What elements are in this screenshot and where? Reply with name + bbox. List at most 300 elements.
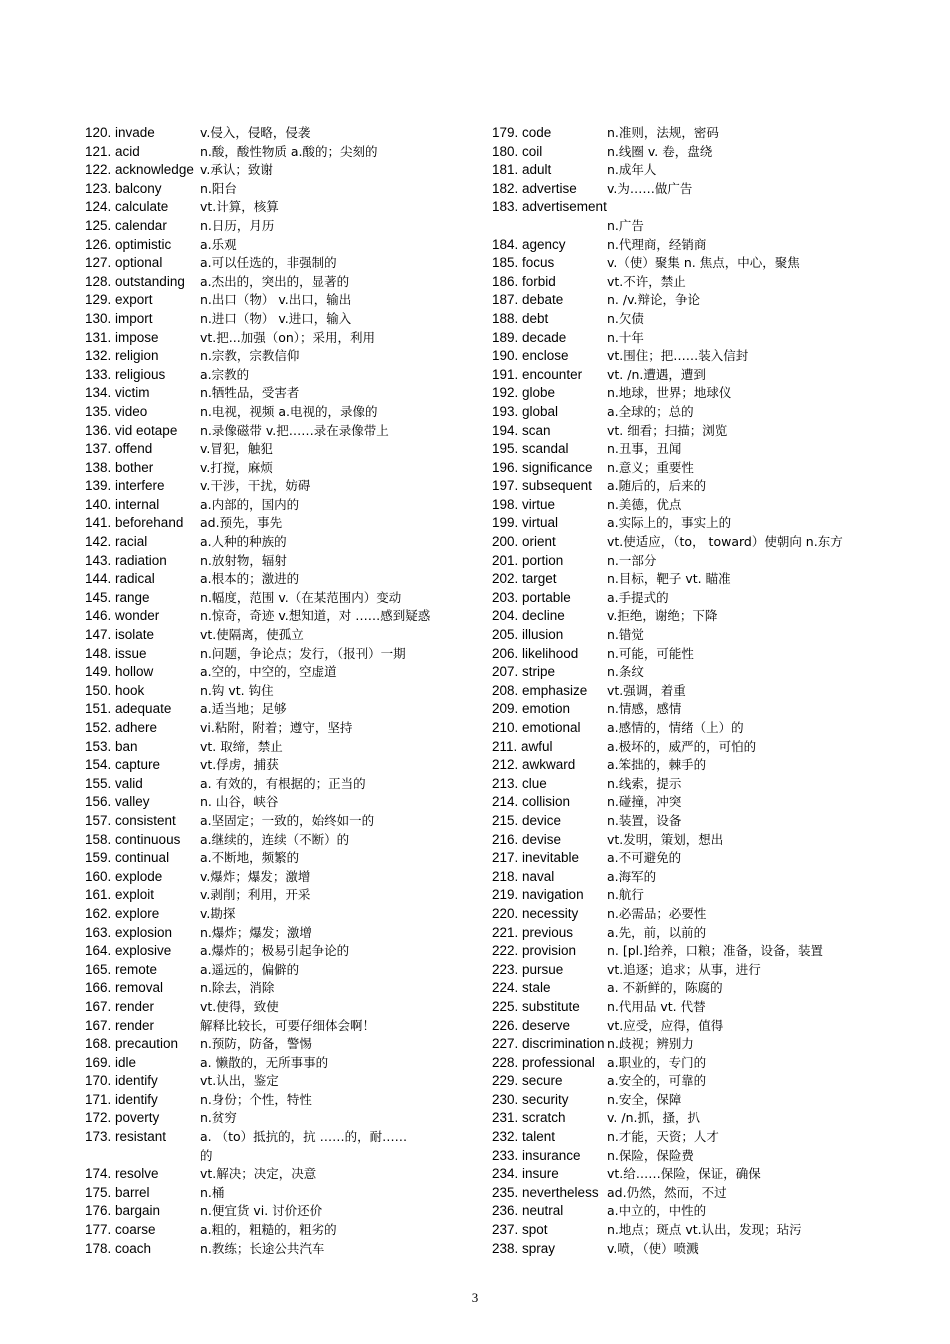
vocabulary-entry	[85, 775, 470, 794]
entry-definition: n.幅度，范围 v.（在某范围内）变动	[200, 589, 402, 605]
vocabulary-entry	[85, 384, 470, 403]
entry-word: 210. emotional	[492, 720, 581, 735]
vocabulary-entry	[85, 626, 470, 645]
vocabulary-entry	[85, 198, 470, 217]
vocabulary-entry	[85, 514, 470, 533]
vocabulary-entry	[85, 1165, 470, 1184]
vocabulary-entry	[492, 700, 872, 719]
vocabulary-entry	[85, 1017, 470, 1036]
entry-word	[492, 217, 607, 236]
entry-word: 189. decade	[492, 329, 567, 345]
entry-word: 224. stale	[492, 980, 551, 996]
vocabulary-entry	[85, 942, 470, 961]
entry-definition	[607, 198, 872, 217]
entry-definition: v.冒犯，触犯	[200, 441, 273, 457]
entry-definition: n.酸，酸性物质 a.酸的；尖刻的	[200, 143, 378, 159]
vocabulary-entry	[492, 1072, 872, 1091]
entry-word: 204. decline	[492, 608, 565, 624]
entry-word: 229. secure	[492, 1073, 563, 1089]
vocabulary-entry	[492, 998, 872, 1017]
entry-word	[85, 1147, 200, 1166]
vocabulary-entry	[492, 329, 872, 348]
entry-word: 220. necessity	[492, 905, 579, 921]
entry-word: 182. advertise	[492, 180, 577, 196]
entry-definition: vt. /n.遭遇，遭到	[607, 366, 706, 382]
vocabulary-entry	[85, 886, 470, 905]
entry-definition: a.人种的种族的	[200, 534, 287, 550]
vocabulary-entry	[492, 1017, 872, 1036]
entry-word: 195. scandal	[492, 441, 569, 457]
entry-definition: v.承认；致谢	[200, 162, 273, 178]
vocabulary-entry	[492, 645, 872, 664]
entry-definition: vt.追逐；追求；从事，进行	[607, 961, 761, 977]
entry-definition: n.代理商，经销商	[607, 236, 707, 252]
vocabulary-column-right	[492, 124, 872, 1258]
entry-word: 191. encounter	[492, 366, 583, 382]
vocabulary-entry	[85, 812, 470, 831]
vocabulary-entry	[85, 663, 470, 682]
vocabulary-entry	[492, 198, 872, 217]
vocabulary-entry	[492, 886, 872, 905]
entry-word: 137. offend	[85, 441, 153, 457]
vocabulary-entry	[85, 161, 470, 180]
entry-definition: n.便宜货 vi. 讨价还价	[200, 1203, 323, 1219]
vocabulary-entry	[85, 1240, 470, 1259]
entry-word: 120. invade	[85, 125, 155, 140]
entry-definition: n.航行	[607, 887, 644, 903]
entry-definition: n.问题，争论点；发行，（报刊）一期	[200, 645, 406, 661]
vocabulary-entry	[492, 682, 872, 701]
entry-definition: n.日历，月历	[200, 217, 275, 233]
entry-definition: n.歧视；辨别力	[607, 1036, 694, 1052]
entry-word: 134. victim	[85, 385, 150, 401]
entry-definition: n.阳台	[200, 180, 237, 196]
entry-word: 147. isolate	[85, 627, 155, 643]
entry-word: 230. security	[492, 1091, 569, 1107]
entry-word: 203. portable	[492, 589, 571, 605]
vocabulary-entry	[85, 589, 470, 608]
entry-word: 128. outstanding	[85, 273, 185, 289]
entry-word: 156. valley	[85, 794, 150, 810]
entry-definition: a. 懒散的，无所事事的	[200, 1054, 329, 1070]
vocabulary-entry	[492, 1109, 872, 1128]
vocabulary-entry	[492, 459, 872, 478]
entry-definition: n.广告	[607, 217, 644, 233]
vocabulary-entry	[85, 738, 470, 757]
vocabulary-entry	[85, 849, 470, 868]
vocabulary-entry	[492, 254, 872, 273]
vocabulary-entry	[85, 645, 470, 664]
entry-word: 121. acid	[85, 143, 140, 159]
vocabulary-entry	[492, 477, 872, 496]
entry-definition: v.干涉，干扰，妨碍	[200, 478, 311, 494]
vocabulary-entry	[85, 719, 470, 738]
entry-definition: vt.计算，核算	[200, 199, 279, 215]
entry-word: 221. previous	[492, 924, 574, 940]
vocabulary-entry	[492, 347, 872, 366]
entry-word: 122. acknowledge	[85, 162, 194, 178]
vocabulary-entry	[85, 924, 470, 943]
entry-word: 188. debt	[492, 310, 549, 326]
entry-definition: n. 山谷，峡谷	[200, 794, 279, 810]
entry-word: 163. explosion	[85, 924, 173, 940]
entry-definition: v.（使）聚集 n. 焦点，中心，聚焦	[607, 255, 800, 271]
entry-word: 160. explode	[85, 868, 163, 884]
vocabulary-entry	[85, 998, 470, 1017]
vocabulary-entry	[492, 663, 872, 682]
entry-word: 141. beforehand	[85, 515, 184, 531]
entry-word: 175. barrel	[85, 1184, 150, 1200]
entry-word: 143. radiation	[85, 552, 167, 568]
vocabulary-entry	[85, 1147, 470, 1166]
entry-definition: n.欠债	[607, 310, 644, 326]
vocabulary-entry	[85, 1054, 470, 1073]
entry-word: 178. coach	[85, 1240, 152, 1256]
vocabulary-entry	[85, 793, 470, 812]
vocabulary-entry	[492, 310, 872, 329]
entry-word: 236. neutral	[492, 1203, 564, 1219]
vocabulary-entry	[85, 1109, 470, 1128]
entry-word: 152. adhere	[85, 720, 158, 735]
entry-word: 209. emotion	[492, 701, 571, 717]
vocabulary-entry	[85, 403, 470, 422]
entry-word: 235. nevertheless	[492, 1184, 599, 1200]
entry-definition: n.错觉	[607, 627, 644, 643]
entry-definition: vt.认出，鉴定	[200, 1073, 279, 1089]
entry-word: 194. scan	[492, 422, 551, 438]
entry-word: 132. religion	[85, 348, 159, 364]
entry-word: 144. radical	[85, 571, 155, 587]
entry-word: 234. insure	[492, 1166, 559, 1182]
entry-word: 227. discrimination	[492, 1036, 605, 1052]
entry-definition: v.为……做广告	[607, 180, 693, 196]
entry-word: 129. export	[85, 292, 153, 308]
entry-definition: vt.应受，应得，值得	[607, 1017, 724, 1033]
entry-definition: n.惊奇，奇迹 v.想知道，对 ……感到疑惑	[200, 608, 431, 624]
entry-definition: 解释比较长，可要仔细体会啊！	[200, 1017, 376, 1033]
vocabulary-entry	[492, 738, 872, 757]
entry-definition: vt.围住；把……装入信封	[607, 348, 749, 364]
vocabulary-entry	[85, 756, 470, 775]
entry-definition: n.碰撞，冲突	[607, 794, 682, 810]
entry-word: 131. impose	[85, 329, 159, 345]
entry-definition: v.剥削；利用，开采	[200, 887, 311, 903]
entry-definition: n. [pl.]给养，口粮；准备，设备，装置	[607, 943, 824, 959]
entry-word: 157. consistent	[85, 812, 176, 828]
entry-word: 190. enclose	[492, 348, 569, 364]
vocabulary-entry	[492, 756, 872, 775]
vocabulary-entry	[85, 1091, 470, 1110]
vocabulary-entry	[85, 570, 470, 589]
entry-word: 166. removal	[85, 980, 164, 996]
entry-word: 146. wonder	[85, 608, 160, 624]
entry-definition: a.随后的，后来的	[607, 478, 707, 494]
entry-definition: v. /n.抓，搔，扒	[607, 1110, 700, 1126]
entry-definition: n.目标，靶子 vt. 瞄准	[607, 571, 731, 587]
entry-word: 135. video	[85, 403, 148, 419]
entry-definition: a.感情的，情绪（上）的	[607, 720, 744, 735]
entry-definition: a.空的，中空的，空虚道	[200, 664, 337, 680]
vocabulary-entry	[492, 384, 872, 403]
vocabulary-entry	[85, 607, 470, 626]
entry-definition: vt.俘虏，捕获	[200, 757, 279, 773]
entry-word: 199. virtual	[492, 515, 559, 531]
entry-word: 153. ban	[85, 738, 138, 754]
vocabulary-entry	[85, 868, 470, 887]
vocabulary-entry	[85, 440, 470, 459]
vocabulary-entry	[492, 1184, 872, 1203]
vocabulary-entry	[492, 719, 872, 738]
entry-definition: n.线索，提示	[607, 775, 682, 791]
entry-word: 211. awful	[492, 738, 553, 754]
entry-word: 222. provision	[492, 943, 577, 959]
entry-word: 213. clue	[492, 775, 547, 791]
entry-definition: a.海军的	[607, 868, 657, 884]
entry-word: 179. code	[492, 125, 552, 140]
entry-word: 173. resistant	[85, 1129, 167, 1145]
entry-word: 171. identify	[85, 1091, 158, 1107]
entry-word: 162. explore	[85, 905, 160, 921]
entry-definition: n.装置，设备	[607, 812, 682, 828]
entry-word: 150. hook	[85, 682, 145, 698]
vocabulary-entry	[492, 143, 872, 162]
entry-definition: vi.粘附，附着；遵守，坚持	[200, 720, 353, 735]
entry-word: 161. exploit	[85, 887, 155, 903]
entry-word: 138. bother	[85, 459, 154, 475]
vocabulary-entry	[492, 570, 872, 589]
entry-word: 215. device	[492, 812, 562, 828]
vocabulary-entry	[85, 217, 470, 236]
entry-word: 193. global	[492, 403, 559, 419]
vocabulary-entry	[85, 1202, 470, 1221]
entry-definition: a.爆炸的；极易引起争论的	[200, 943, 350, 959]
entry-word: 228. professional	[492, 1054, 595, 1070]
entry-definition: n.条纹	[607, 664, 644, 680]
entry-definition: n. /v.辩论，争论	[607, 292, 700, 308]
entry-definition: n.录像磁带 v.把……录在录像带上	[200, 422, 389, 438]
entry-definition: n.身份；个性，特性	[200, 1091, 312, 1107]
entry-definition: a.中立的，中性的	[607, 1203, 707, 1219]
vocabulary-entry	[85, 329, 470, 348]
vocabulary-entry	[492, 403, 872, 422]
entry-definition: n.出口（物） v.出口，输出	[200, 292, 352, 308]
entry-definition: vt.发明，策划，想出	[607, 831, 724, 847]
vocabulary-entry	[492, 961, 872, 980]
entry-definition: n.丑事，丑闻	[607, 441, 682, 457]
vocabulary-entry	[492, 924, 872, 943]
entry-word: 181. adult	[492, 162, 552, 178]
entry-definition: a. 不新鲜的，陈腐的	[607, 980, 723, 996]
entry-definition: a.粗的，粗糙的，粗劣的	[200, 1222, 337, 1238]
entry-definition: vt.给……保险，保证，确保	[607, 1166, 761, 1182]
entry-word: 231. scratch	[492, 1110, 566, 1126]
vocabulary-entry	[85, 1072, 470, 1091]
entry-word: 185. focus	[492, 255, 555, 271]
vocabulary-entry	[492, 124, 872, 143]
entry-word: 237. spot	[492, 1222, 548, 1238]
vocabulary-entry	[492, 831, 872, 850]
vocabulary-entry	[85, 291, 470, 310]
entry-word: 124. calculate	[85, 199, 169, 215]
entry-definition: n.进口（物） v.进口，输入	[200, 310, 352, 326]
vocabulary-entry	[85, 310, 470, 329]
entry-word: 165. remote	[85, 961, 158, 977]
vocabulary-entry	[85, 1221, 470, 1240]
entry-word: 176. bargain	[85, 1203, 161, 1219]
vocabulary-entry	[492, 533, 872, 552]
vocabulary-entry	[85, 961, 470, 980]
vocabulary-entry	[492, 273, 872, 292]
vocabulary-entry	[492, 366, 872, 385]
entry-definition: 的	[200, 1147, 213, 1163]
entry-definition: a.手提式的	[607, 589, 669, 605]
entry-definition: n.成年人	[607, 162, 657, 178]
entry-definition: n.放射物，辐射	[200, 552, 287, 568]
entry-definition: a.遥远的，偏僻的	[200, 961, 300, 977]
vocabulary-entry	[492, 626, 872, 645]
entry-word: 158. continuous	[85, 831, 181, 847]
entry-word: 125. calendar	[85, 217, 167, 233]
entry-definition: a.根本的；激进的	[200, 571, 300, 587]
vocabulary-entry	[85, 273, 470, 292]
vocabulary-entry	[492, 422, 872, 441]
entry-definition: n.牺牲品，受害者	[200, 385, 300, 401]
vocabulary-entry	[492, 1128, 872, 1147]
entry-definition: v.勘探	[200, 905, 236, 921]
entry-definition: n.电视，视频 a.电视的，录像的	[200, 403, 378, 419]
entry-word: 151. adequate	[85, 701, 172, 717]
entry-word: 142. racial	[85, 534, 148, 550]
entry-word: 212. awkward	[492, 757, 576, 773]
vocabulary-entry	[492, 1035, 872, 1054]
vocabulary-column-left	[85, 124, 470, 1258]
entry-definition: n.意义；重要性	[607, 459, 694, 475]
entry-definition: n.保险，保险费	[607, 1147, 694, 1163]
entry-definition: a.可以任选的，非强制的	[200, 255, 337, 271]
entry-definition: a.宗教的	[200, 366, 250, 382]
entry-definition: v.侵入，侵略，侵袭	[200, 125, 311, 140]
entry-definition: n.线圈 v. 卷，盘绕	[607, 143, 713, 159]
entry-definition: n.代用品 vt. 代替	[607, 998, 706, 1014]
vocabulary-entry	[492, 793, 872, 812]
entry-word: 154. capture	[85, 757, 161, 773]
entry-definition: a.不可避免的	[607, 850, 682, 866]
entry-definition: a.职业的，专门的	[607, 1054, 707, 1070]
entry-definition: a.坚固定；一致的，始终如一的	[200, 812, 375, 828]
entry-definition: n.钩 vt. 钩住	[200, 682, 274, 698]
entry-definition: a.安全的，可靠的	[607, 1073, 707, 1089]
vocabulary-entry	[85, 552, 470, 571]
entry-word: 219. navigation	[492, 887, 584, 903]
vocabulary-entry	[85, 533, 470, 552]
entry-definition: v.喷，（使）喷溅	[607, 1240, 699, 1256]
entry-word: 149. hollow	[85, 664, 154, 680]
vocabulary-entry	[85, 254, 470, 273]
entry-definition: a.不断地，频繁的	[200, 850, 300, 866]
entry-definition: n.必需品；必要性	[607, 905, 707, 921]
entry-word: 217. inevitable	[492, 850, 580, 866]
vocabulary-entry	[492, 496, 872, 515]
entry-definition: a.继续的，连续（不断）的	[200, 831, 350, 847]
vocabulary-entry	[85, 347, 470, 366]
entry-definition: n.十年	[607, 329, 644, 345]
vocabulary-entry	[492, 775, 872, 794]
entry-definition: vt.使适应，（to， toward）使朝向 n.东方	[607, 534, 843, 550]
entry-word: 186. forbid	[492, 273, 556, 289]
entry-word: 238. spray	[492, 1240, 556, 1256]
entry-word: 218. naval	[492, 868, 555, 884]
entry-definition: n.可能，可能性	[607, 645, 694, 661]
vocabulary-entry	[492, 236, 872, 255]
vocabulary-entry	[492, 589, 872, 608]
vocabulary-entry	[492, 1054, 872, 1073]
entry-definition: a.先，前，以前的	[607, 924, 707, 940]
entry-word: 177. coarse	[85, 1222, 156, 1238]
page-number: 3	[471, 1290, 479, 1305]
vocabulary-entry	[492, 905, 872, 924]
entry-definition: n.安全，保障	[607, 1091, 682, 1107]
entry-word: 208. emphasize	[492, 682, 588, 698]
entry-definition: v.拒绝，谢绝；下降	[607, 608, 718, 624]
vocabulary-entry	[85, 459, 470, 478]
vocabulary-entry	[492, 1221, 872, 1240]
vocabulary-entry	[85, 477, 470, 496]
entry-definition: a. （to）抵抗的，抗 ……的，耐……	[200, 1129, 408, 1145]
entry-word: 233. insurance	[492, 1147, 581, 1163]
entry-word: 145. range	[85, 589, 150, 605]
entry-definition: n.教练；长途公共汽车	[200, 1240, 325, 1256]
vocabulary-entry	[85, 422, 470, 441]
entry-definition: n.桶	[200, 1184, 225, 1200]
entry-word: 205. illusion	[492, 627, 564, 643]
entry-definition: a.极坏的，威严的，可怕的	[607, 738, 757, 754]
entry-definition: n.一部分	[607, 552, 657, 568]
entry-definition: vt.解决；决定，决意	[200, 1166, 317, 1182]
entry-definition: vt. 细看；扫描；浏览	[607, 422, 728, 438]
entry-definition: n.爆炸；爆发；激增	[200, 924, 312, 940]
vocabulary-entry	[492, 291, 872, 310]
entry-word: 180. coil	[492, 143, 543, 159]
vocabulary-entry	[85, 366, 470, 385]
vocabulary-entry	[85, 905, 470, 924]
entry-definition: ad.预先，事先	[200, 515, 283, 531]
entry-definition: n.预防，防备，警惕	[200, 1036, 312, 1052]
entry-definition: n.地点；斑点 vt.认出，发现；玷污	[607, 1222, 802, 1238]
entry-definition: v.爆炸；爆发；激增	[200, 868, 311, 884]
vocabulary-entry	[492, 1240, 872, 1259]
entry-word: 167. render	[85, 998, 155, 1014]
vocabulary-entry	[492, 1202, 872, 1221]
vocabulary-entry	[492, 217, 872, 236]
entry-definition: vt.强调，着重	[607, 682, 686, 698]
entry-definition: n.才能，天资；人才	[607, 1129, 719, 1145]
entry-definition: a.杰出的，突出的，显著的	[200, 273, 350, 289]
entry-definition: n.贫穷	[200, 1110, 237, 1126]
vocabulary-entry	[492, 849, 872, 868]
vocabulary-entry	[85, 1128, 470, 1147]
entry-word: 123. balcony	[85, 180, 162, 196]
entry-definition: vt.使得，致使	[200, 998, 279, 1014]
entry-definition: n.除去，消除	[200, 980, 275, 996]
entry-word: 196. significance	[492, 459, 593, 475]
entry-definition: vt.把...加强（on）；采用，利用	[200, 329, 376, 345]
entry-definition: vt.使隔离，使孤立	[200, 627, 304, 643]
entry-definition: n.地球，世界；地球仪	[607, 385, 732, 401]
entry-word: 172. poverty	[85, 1110, 160, 1126]
entry-definition: a. 有效的，有根据的；正当的	[200, 775, 366, 791]
entry-word: 225. substitute	[492, 998, 580, 1014]
vocabulary-entry	[492, 1091, 872, 1110]
